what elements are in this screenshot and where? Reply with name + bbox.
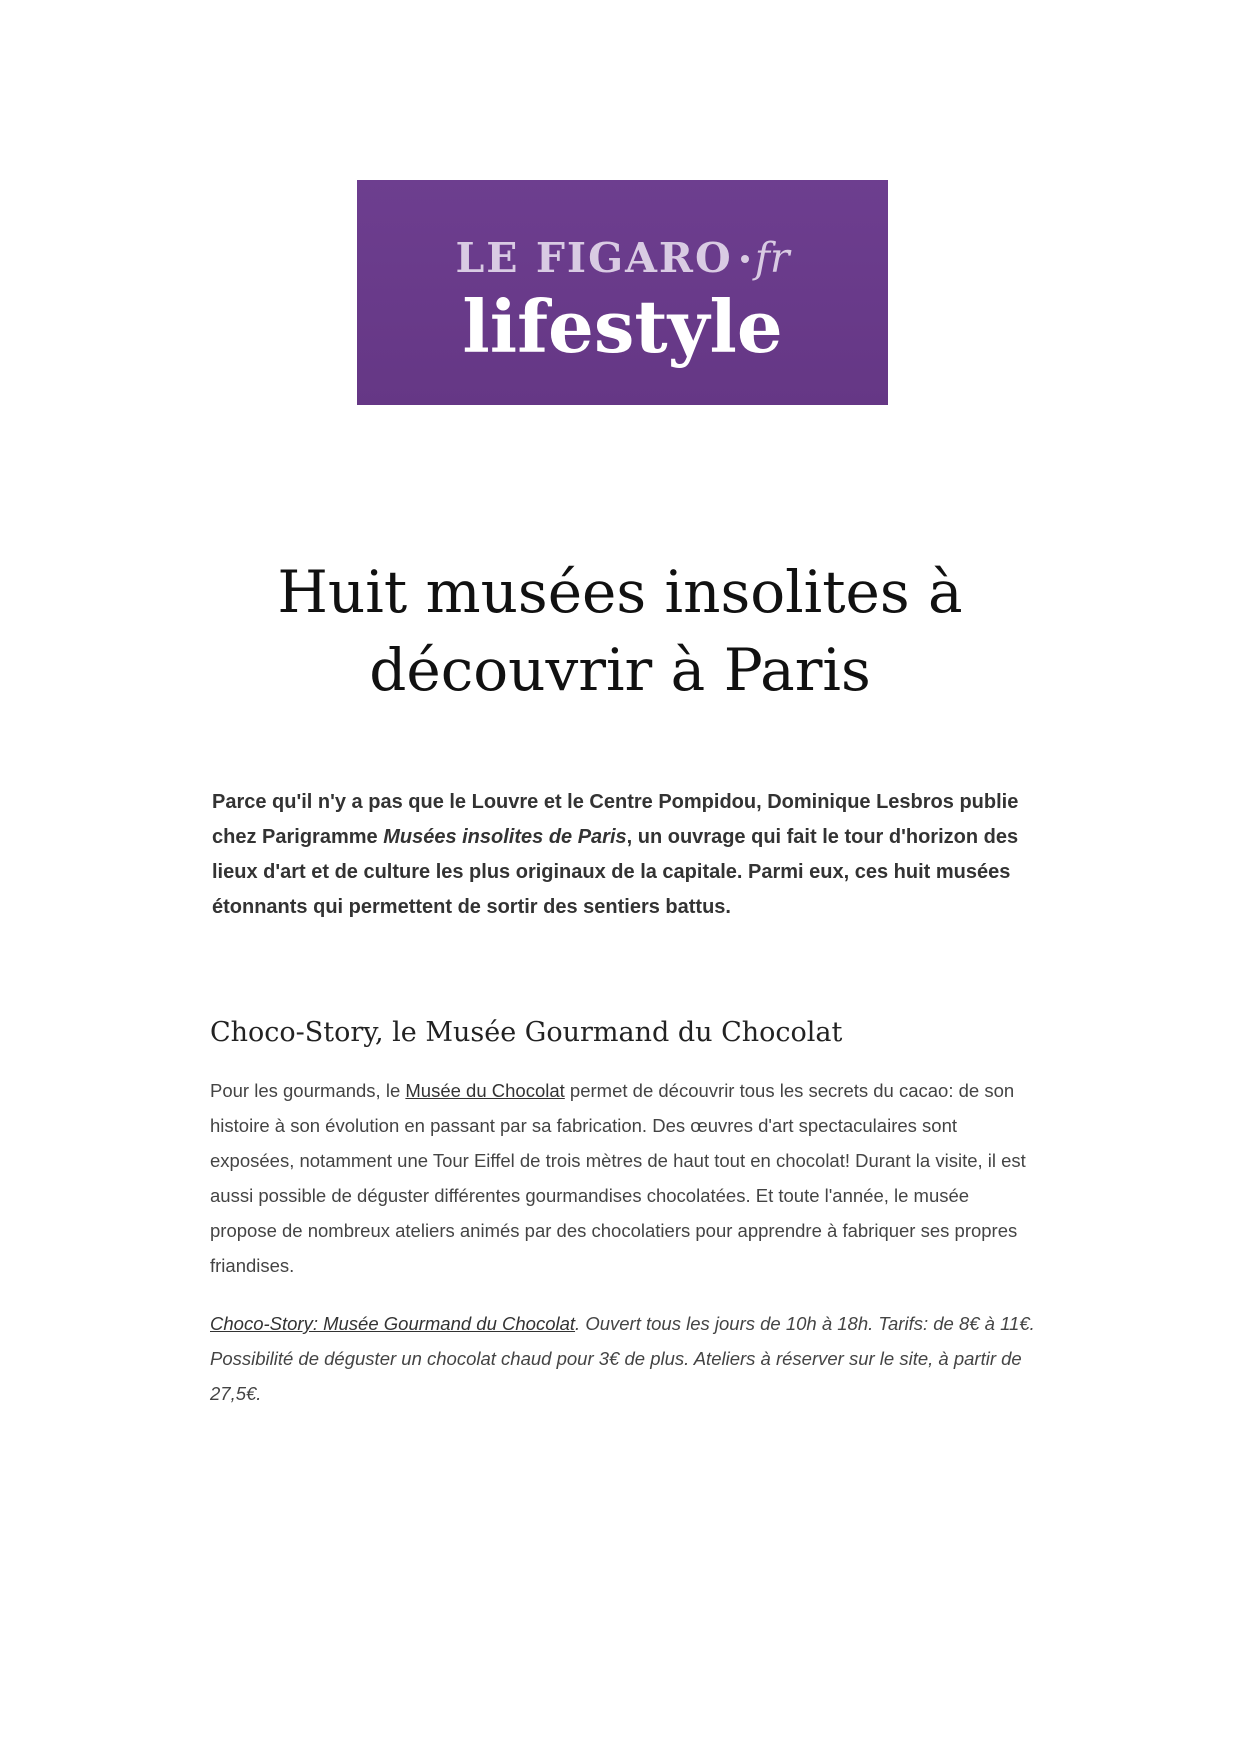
article-title: Huit musées insolites à découvrir à Paris: [277, 558, 963, 704]
section-info-after: . Ouvert tous les jours de 10h à 18h. Tarifs: de 8€ à 11€. Possibilité de déguster un chocolat chaud pour 3€ de plus. Ateliers à réserver sur le site, à partir de 27,5€.: [210, 1313, 1035, 1404]
section-info: [210, 1306, 1040, 1411]
section-body-before: Pour les gourmands, le: [210, 1080, 406, 1101]
museum-info-link[interactable]: Choco-Story: Musée Gourmand du Chocolat: [210, 1313, 576, 1334]
logo-section: lifestyle: [462, 284, 783, 369]
section-body: [210, 1073, 1030, 1283]
figaro-lifestyle-logo: [357, 180, 888, 405]
logo-suffix: fr: [754, 234, 790, 282]
museum-link[interactable]: Musée du Chocolat: [405, 1080, 565, 1101]
intro-text-after: , un ouvrage qui fait le tour d'horizon des lieux d'art et de culture les plus originaux de la capitale. Parmi eux, ces huit musées étonnants qui permettent de sortir des sentiers battus.: [212, 826, 1019, 918]
section-title: Choco-Story, le Musée Gourmand du Chocolat: [210, 1017, 843, 1048]
logo-brand: LE FIGARO: [455, 234, 733, 282]
article-intro: [212, 785, 1034, 925]
logo-brand-line: [357, 234, 888, 282]
intro-book-title: Musées insolites de Paris: [383, 826, 627, 848]
section-body-after: permet de découvrir tous les secrets du cacao: de son histoire à son évolution en passant par sa fabrication. Des œuvres d'art spectaculaires sont exposées, notamment une Tour Eiffel de trois mètres de haut tout en chocolat! Durant la visite, il est aussi possible de déguster différentes gourmandises chocolatées. Et toute l'année, le musée propose de nombreux ateliers animés par des chocolatiers pour apprendre à fabriquer ses propres friandises.: [210, 1080, 1026, 1276]
intro-text-before: Parce qu'il n'y a pas que le Louvre et le Centre Pompidou, Dominique Lesbros publie chez Parigramme: [212, 791, 1019, 848]
logo-dot-icon: [741, 255, 749, 263]
